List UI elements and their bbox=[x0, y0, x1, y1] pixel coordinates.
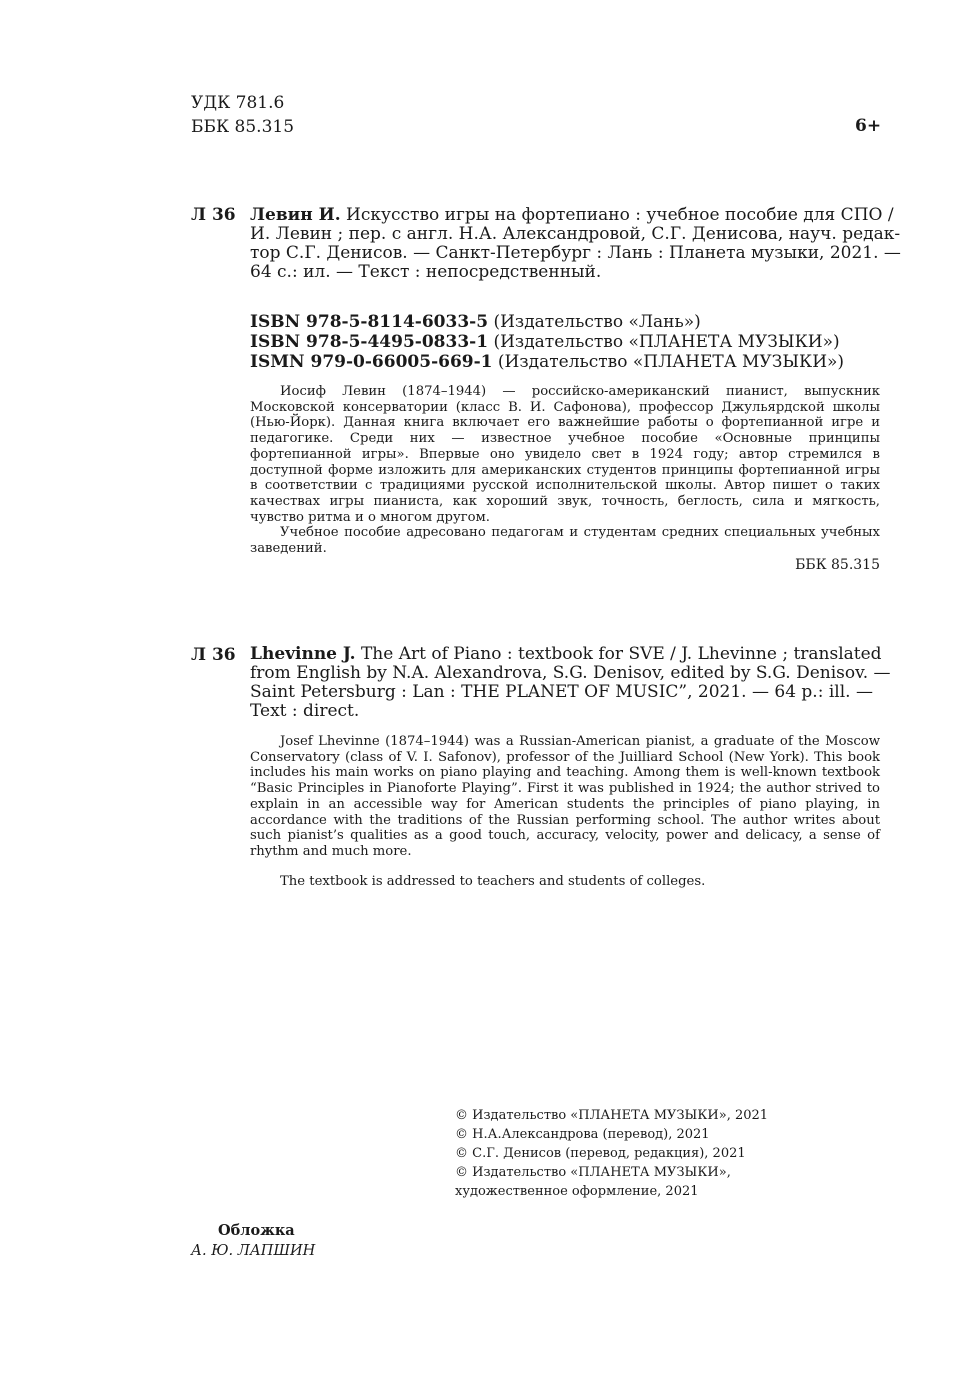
ru-entry-line-2: И. Левин ; пер. с англ. Н.А. Александровой, С.Г. Денисова, науч. редак- bbox=[250, 224, 901, 244]
bbk-footer-code: ББК 85.315 bbox=[795, 557, 880, 573]
isbn-lan-publisher: (Издательство «Лань») bbox=[488, 312, 701, 332]
copyright-line: © Издательство «ПЛАНЕТА МУЗЫКИ», 2021 bbox=[455, 1108, 769, 1123]
en-abstract-paragraph-2: The textbook is addressed to teachers and students of colleges. bbox=[280, 874, 706, 889]
ismn-planet-publisher: (Издательство «ПЛАНЕТА МУЗЫКИ») bbox=[492, 352, 845, 372]
copyright-line: художественное оформление, 2021 bbox=[455, 1184, 699, 1199]
cover-credit-label: Обложка bbox=[218, 1222, 295, 1239]
isbn-lan-number: ISBN 978-5-8114-6033-5 bbox=[250, 312, 489, 332]
isbn-planet-publisher: (Издательство «ПЛАНЕТА МУЗЫКИ») bbox=[488, 332, 840, 352]
en-abstract-paragraph-1: Josef Lhevinne (1874–1944) was a Russian-American pianist, a graduate of the Moscow Conservatory (class of V. I. Safonov), professor of the Juilliard School (New York). This book includes his main works on piano playing and teaching. Among them is well-known textbook “Basic Principles in Pianoforte Playing”. First it was published in 1924; the author strived to explain in an accessible way for American students the principles of piano playing, in accordance with the traditions of the Russian performing school. The author writes about such pianist’s qualities as a good touch, accuracy, velocity, power and delicacy, a sense of rhythm and much more. bbox=[250, 734, 880, 859]
ru-entry-line-4: 64 с.: ил. — Текст : непосредственный. bbox=[250, 262, 602, 282]
ismn-planet bbox=[250, 352, 880, 372]
ru-entry-line-1 bbox=[250, 205, 894, 225]
en-title: The Art of Piano : textbook for SVE / J. Lhevinne ; translated bbox=[355, 644, 882, 664]
cover-artist-name: А. Ю. ЛАПШИН bbox=[191, 1243, 316, 1259]
ru-abstract-paragraph-2: Учебное пособие адресовано педагогам и студентам средних специальных учебных заведений. bbox=[250, 525, 880, 557]
en-entry-line-4: Text : direct. bbox=[250, 701, 360, 721]
en-entry-line-1 bbox=[250, 645, 880, 664]
isbn-lan bbox=[250, 312, 880, 332]
ru-bibliographic-entry bbox=[250, 205, 901, 282]
copyright-block bbox=[455, 1106, 768, 1201]
ru-author-name: Левин И. bbox=[250, 205, 341, 225]
udk-code: УДК 781.6 bbox=[191, 93, 285, 113]
en-abstract bbox=[250, 734, 880, 860]
en-entry-line-2: from English by N.A. Alexandrova, S.G. Denisov, edited by S.G. Denisov. — bbox=[250, 663, 891, 683]
en-entry-line-3: Saint Petersburg : Lan : THE PLANET OF MUSIC”, 2021. — 64 p.: ill. — bbox=[250, 682, 873, 702]
isbn-planet bbox=[250, 332, 880, 352]
ru-entry-line-3: тор С.Г. Денисов. — Санкт-Петербург : Лань : Планета музыки, 2021. — bbox=[250, 243, 901, 263]
identifiers-block bbox=[250, 312, 880, 372]
classification-block bbox=[191, 91, 294, 139]
copyright-line: © С.Г. Денисов (перевод, редакция), 2021 bbox=[455, 1146, 746, 1161]
age-rating: 6+ bbox=[855, 116, 882, 136]
bbk-code: ББК 85.315 bbox=[191, 117, 295, 137]
ru-title: Искусство игры на фортепиано : учебное пособие для СПО / bbox=[340, 205, 894, 225]
copyright-line: © Издательство «ПЛАНЕТА МУЗЫКИ», bbox=[455, 1165, 731, 1180]
ru-abstract-paragraph-1: Иосиф Левин (1874–1944) — российско-американский пианист, выпускник Московской консерватории (класс В. И. Сафонова), профессор Джульярдской школы (Нью-Йорк). Данная книга включает его важнейшие работы о фортепианной игре и педагогике. Среди них — известное учебное пособие «Основные принципы фортепианной игры». Впервые оно увидело свет в 1924 году; автор стремился в доступной форме изложить для американских студентов принципы фортепианной игры в соответствии с традициями русской исполнительской школы. Автор пишет о таких качествах игры пианиста, как хороший звук, точность, беглость, сила и мягкость, чувство ритма и о многом другом. bbox=[250, 384, 880, 525]
en-abstract-note bbox=[250, 874, 880, 890]
copyright-line: © Н.А.Александрова (перевод), 2021 bbox=[455, 1127, 710, 1142]
ru-author-mark: Л 36 bbox=[191, 205, 236, 225]
ru-abstract bbox=[250, 384, 880, 557]
en-author-name: Lhevinne J. bbox=[250, 644, 356, 664]
isbn-planet-number: ISBN 978-5-4495-0833-1 bbox=[250, 332, 489, 352]
ismn-planet-number: ISMN 979-0-66005-669-1 bbox=[250, 352, 493, 372]
en-author-mark: Л 36 bbox=[191, 645, 236, 665]
en-bibliographic-entry bbox=[250, 644, 891, 721]
